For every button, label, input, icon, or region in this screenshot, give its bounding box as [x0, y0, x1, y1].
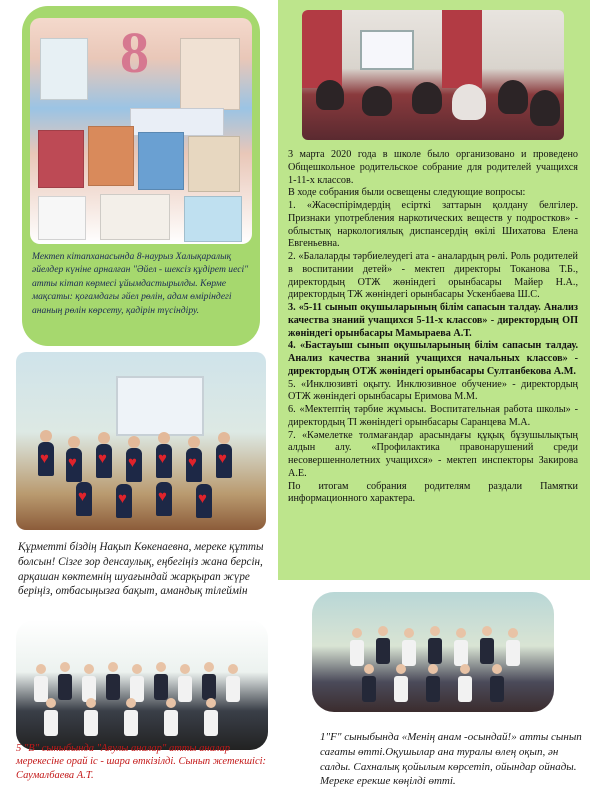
child-figure	[164, 710, 178, 736]
article-paragraph: 2. «Балаларды тәрбиелеудегі ата - аналардың рөлі. Роль родителей в воспитании детей» - мектеп директоры Токанова Т.Б., директордың ОТЖ жөніндегі орынбасары Майер Н.А., директордың ТЖ жөніндегі орынбасары Ускенбаева Ш.С.	[288, 251, 578, 301]
heart-icon: ♥	[128, 455, 137, 471]
audience-member	[412, 82, 442, 114]
child-head	[46, 698, 56, 708]
child-head	[204, 662, 214, 672]
class-1f-caption: 1"F" сыныбында «Менің анам -осындай!» атты сынып сағаты өтті.Оқушылар ана туралы өлең оқып, ән салды. Сахналық қойылым көрсетіп, ойындар ойнады. Мереке ерекше көңілді өтті.	[320, 731, 582, 788]
child-figure	[202, 674, 216, 700]
heart-icon: ♥	[68, 455, 77, 471]
child-head	[180, 664, 190, 674]
child-head	[508, 628, 518, 638]
article-paragraph: 5. «Инклюзивті оқыту. Инклюзивное обучение» - директордың ОТЖ жөніндегі орынбасары Еримова М.М.	[288, 378, 578, 403]
child-head	[364, 664, 374, 674]
article-paragraph: 3. «5-11 сынып оқушыларының білім сапасын талдау. Анализ качества знаний учащихся 5-11-х классов» - директордың ОП жөніндегі орынбасары Мамыраева А.Т.	[288, 302, 578, 339]
heart-icon: ♥	[188, 455, 197, 471]
child-figure	[454, 640, 468, 666]
child-head	[218, 432, 230, 444]
child-head	[60, 662, 70, 672]
child-figure	[226, 676, 240, 702]
child-figure	[58, 674, 72, 700]
child-head	[86, 698, 96, 708]
child-figure	[124, 710, 138, 736]
child-head	[166, 698, 176, 708]
child-head	[352, 628, 362, 638]
curtain	[442, 10, 482, 88]
child-head	[428, 664, 438, 674]
article-paragraph: 4. «Бастауыш сынып оқушыларының білім сапасын талдау. Анализ качества знаний учащихся начальных классов» - директордың ОТЖ жөніндегі орынбасары Султанбекова А.М.	[288, 340, 578, 377]
audience-member	[316, 80, 344, 110]
article-paragraph: По итогам собрания родителям раздали Памятки информационного характера.	[288, 480, 578, 505]
heart-icon: ♥	[158, 451, 167, 467]
article-paragraph: В ходе собрания были освещены следующие вопросы:	[288, 187, 526, 199]
child-figure	[350, 640, 364, 666]
child-head	[460, 664, 470, 674]
heart-icon: ♥	[98, 451, 107, 467]
child-figure	[204, 710, 218, 736]
child-figure	[376, 638, 390, 664]
heart-icon: ♥	[218, 451, 227, 467]
child-head	[404, 628, 414, 638]
child-head	[156, 662, 166, 672]
child-head	[36, 664, 46, 674]
child-head	[158, 432, 170, 444]
audience-member	[498, 80, 528, 114]
child-figure	[428, 638, 442, 664]
digit-eight-decoration: 8	[120, 20, 149, 85]
child-head	[68, 436, 80, 448]
class-5v-photo	[16, 620, 268, 750]
child-figure	[458, 676, 472, 702]
child-head	[492, 664, 502, 674]
child-head	[482, 626, 492, 636]
child-head	[40, 430, 52, 442]
child-head	[84, 664, 94, 674]
child-figure	[506, 640, 520, 666]
parents-meeting-photo	[302, 10, 564, 140]
heart-icon: ♥	[198, 491, 207, 507]
book-cover	[40, 38, 88, 100]
audience-member	[362, 86, 392, 116]
child-head	[188, 436, 200, 448]
article-paragraph: 7. «Кәмелетке толмағандар арасындағы құқық бұзушылықтың алдын алу. «Профилактика правонарушений среди несовершеннолетних учащихся» - мектеп инспекторы Закирова А.Е.	[288, 429, 578, 479]
greeting-text: Құрметті біздің Нақып Көкенаевна, мереке құтты болсын! Сізге зор денсаулық, еңбегіңіз жана берсін, арқашан көктемнің шуағындай жарқырап жүре беріңіз, отбасыңызға бақыт, амандық тілеймін	[18, 541, 264, 598]
class-1f-photo	[312, 592, 554, 712]
curtain	[302, 10, 342, 88]
projector-board	[116, 376, 204, 436]
book-cover	[100, 194, 170, 240]
book-cover	[88, 126, 134, 186]
library-caption: Мектеп кітапханасында 8-наурыз Халықаралық әйелдер күніне арналған "Әйел - шексіз құдірет иесі" атты кітап көрмесі ұйымдастырылды. Көрме мақсаты: қоғамдағы әйел рөлін, адам өміріндегі ананың рөлін көрсету, қадірін түсіндіру.	[32, 251, 249, 316]
heart-icon: ♥	[158, 489, 167, 505]
child-figure	[154, 674, 168, 700]
child-head	[128, 436, 140, 448]
child-figure	[426, 676, 440, 702]
child-figure	[34, 676, 48, 702]
book-cover	[38, 130, 84, 188]
child-head	[228, 664, 238, 674]
heart-icon: ♥	[118, 491, 127, 507]
child-head	[456, 628, 466, 638]
article-paragraph: 3 марта 2020 года в школе было организовано и проведено Общешкольное родительское собрание для родителей учащихся 1-11-х классов.	[288, 149, 578, 186]
child-figure	[84, 710, 98, 736]
book-cover	[184, 196, 242, 242]
child-figure	[44, 710, 58, 736]
book-cover	[38, 196, 86, 240]
child-figure	[106, 674, 120, 700]
child-head	[396, 664, 406, 674]
child-figure	[178, 676, 192, 702]
book-cover	[188, 136, 240, 192]
heart-icon: ♥	[78, 489, 87, 505]
article-paragraph: 1. «Жасөспірімдердің есірткі заттарын қолдану белгілер. Признаки употребления наркотических веществ у подростков» - облыстық наркологиялық диспансердің өкілі Шихатова Елена Евгеньевна.	[288, 200, 578, 250]
class-hearts-photo	[16, 352, 266, 530]
child-head	[132, 664, 142, 674]
child-figure	[394, 676, 408, 702]
meeting-article	[288, 149, 578, 506]
article-paragraph: 6. «Мектептің тәрбие жұмысы. Воспитательная работа школы» - директордың ТІ жөніндегі орынбасары Саранцева М.А.	[288, 404, 578, 428]
book-cover	[180, 38, 240, 110]
book-cover	[138, 132, 184, 190]
audience-member	[530, 90, 560, 126]
child-head	[126, 698, 136, 708]
child-head	[430, 626, 440, 636]
child-figure	[480, 638, 494, 664]
child-figure	[362, 676, 376, 702]
class-5v-caption: 5 "В" сыныбында "Аяулы аналар" атты аналар мерекесіне орай іс - шара өткізілді. Сынып жетекшісі: Саумалбаева А.Т.	[16, 743, 267, 781]
audience-member	[452, 84, 486, 120]
child-figure	[490, 676, 504, 702]
child-head	[206, 698, 216, 708]
child-head	[378, 626, 388, 636]
heart-icon: ♥	[40, 451, 49, 467]
child-head	[108, 662, 118, 672]
library-exhibition-photo	[30, 18, 252, 244]
child-head	[98, 432, 110, 444]
child-figure	[402, 640, 416, 666]
projector-screen	[360, 30, 414, 70]
